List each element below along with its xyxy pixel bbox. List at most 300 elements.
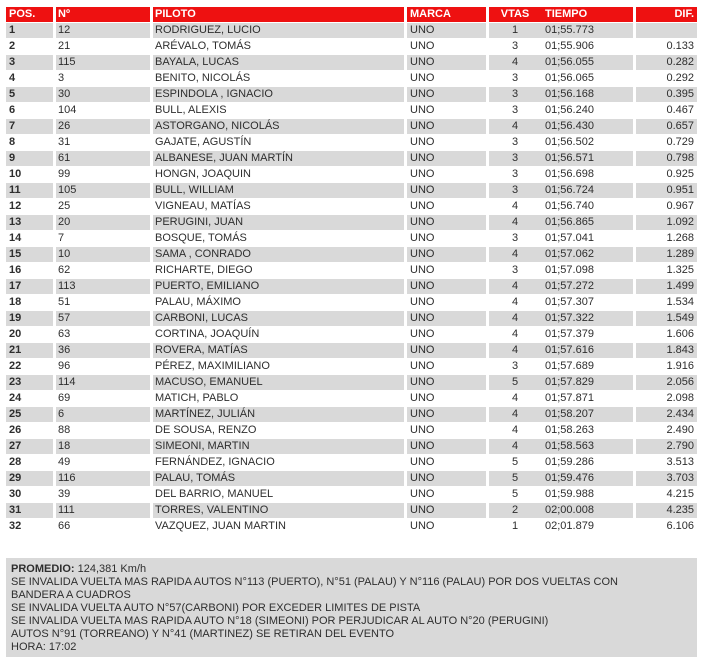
position-cell: 18 — [9, 296, 22, 308]
pilot-name-cell: ASTORGANO, NICOLÁS — [153, 119, 404, 134]
pilot-name-cell: RICHARTE, DIEGO — [155, 264, 253, 276]
brand-cell: UNO — [407, 279, 486, 294]
car-number-cell: 30 — [56, 87, 150, 102]
laps-time-cell — [489, 423, 633, 438]
best-time-value: 01;57.272 — [545, 280, 594, 292]
best-time-value: 01;56.740 — [545, 200, 594, 212]
pilot-name-cell: BAYALA, LUCAS — [153, 55, 404, 70]
best-time-value: 01;56.240 — [545, 104, 594, 116]
laps-time-cell — [489, 71, 633, 86]
brand-cell: UNO — [407, 151, 486, 166]
pilot-name-cell: BULL, WILLIAM — [153, 183, 404, 198]
position-cell: 16 — [9, 264, 22, 276]
laps-time-cell — [489, 519, 633, 534]
laps-time-cell — [489, 407, 633, 422]
pilot-name-cell: VAZQUEZ, JUAN MARTIN — [155, 520, 286, 532]
laps-time-cell — [489, 55, 633, 70]
laps-value: 3 — [511, 40, 519, 52]
laps-value: 4 — [511, 440, 519, 452]
laps-time-cell — [489, 295, 633, 310]
diff-cell: 0.967 — [666, 200, 694, 212]
brand-cell: UNO — [410, 392, 435, 404]
brand-cell: UNO — [410, 456, 435, 468]
table-row — [6, 503, 697, 518]
diff-cell: 1.843 — [636, 343, 697, 358]
table-row — [6, 167, 697, 182]
pilot-name-cell: PERUGINI, JUAN — [153, 215, 404, 230]
pilot-name-cell: PALAU, TOMÁS — [153, 471, 404, 486]
table-row — [6, 55, 697, 70]
diff-cell: 1.092 — [636, 215, 697, 230]
diff-cell: 2.098 — [666, 392, 694, 404]
diff-cell: 1.499 — [636, 279, 697, 294]
car-number-cell: 18 — [56, 439, 150, 454]
best-time-value: 01;57.098 — [545, 264, 594, 276]
car-number-cell: 66 — [58, 520, 71, 532]
laps-time-cell — [489, 87, 633, 102]
car-number-cell: 57 — [56, 311, 150, 326]
best-time-value: 01;57.616 — [545, 344, 594, 356]
laps-time-cell — [489, 151, 633, 166]
brand-cell: UNO — [410, 360, 435, 372]
pilot-name-cell: DEL BARRIO, MANUEL — [155, 488, 274, 500]
laps-value: 3 — [511, 152, 519, 164]
best-time-value: 01;57.307 — [545, 296, 594, 308]
diff-cell: 1.606 — [666, 328, 694, 340]
diff-cell: 1.534 — [666, 296, 694, 308]
laps-time-cell — [489, 279, 633, 294]
average-speed-line — [11, 563, 691, 576]
car-number-cell: 26 — [56, 119, 150, 134]
pilot-name-cell: ESPINDOLA , IGNACIO — [153, 87, 404, 102]
diff-cell: 2.490 — [666, 424, 694, 436]
diff-cell: 0.798 — [636, 151, 697, 166]
position-cell: 28 — [9, 456, 22, 468]
car-number-cell: 49 — [58, 456, 71, 468]
pilot-name-cell: VIGNEAU, MATÍAS — [155, 200, 251, 212]
laps-value: 4 — [511, 344, 519, 356]
pilot-name-cell: BULL, ALEXIS — [155, 104, 227, 116]
diff-cell: 3.703 — [636, 471, 697, 486]
table-row — [6, 343, 697, 358]
laps-time-cell — [489, 183, 633, 198]
car-number-cell: 62 — [58, 264, 71, 276]
car-number-cell: 39 — [58, 488, 71, 500]
brand-cell: UNO — [410, 40, 435, 52]
pilot-name-cell: MATICH, PABLO — [155, 392, 239, 404]
pilot-name-cell: BOSQUE, TOMÁS — [155, 232, 247, 244]
report-time-line: HORA: 17:02 — [11, 641, 77, 653]
average-speed-label: PROMEDIO: — [11, 563, 75, 575]
position-cell: 25 — [6, 407, 53, 422]
best-time-value: 02;00.008 — [545, 504, 594, 516]
laps-time-cell — [489, 135, 633, 150]
car-number-cell: 96 — [58, 360, 71, 372]
diff-cell: 2.056 — [636, 375, 697, 390]
best-time-value: 01;59.286 — [545, 456, 594, 468]
diff-cell: 1.916 — [666, 360, 694, 372]
position-cell: 12 — [9, 200, 22, 212]
table-row — [6, 327, 697, 342]
position-cell: 22 — [9, 360, 22, 372]
brand-cell: UNO — [410, 296, 435, 308]
position-cell: 8 — [9, 136, 16, 148]
diff-cell: 4.235 — [636, 503, 697, 518]
header-brand: MARCA — [407, 7, 486, 22]
table-row — [6, 87, 697, 102]
car-number-cell: 61 — [56, 151, 150, 166]
diff-cell: 0.282 — [636, 55, 697, 70]
brand-cell: UNO — [407, 55, 486, 70]
brand-cell: UNO — [410, 168, 435, 180]
best-time-value: 02;01.879 — [545, 520, 594, 532]
laps-value: 4 — [511, 424, 519, 436]
laps-value: 5 — [511, 472, 519, 484]
footer-note: SE INVALIDA VUELTA MAS RAPIDA AUTO N°18 (SIMEONI) POR PERJUDICAR AL AUTO N°20 (PERUGINI) — [11, 615, 549, 627]
pilot-name-cell: ALBANESE, JUAN MARTÍN — [153, 151, 404, 166]
position-cell: 3 — [6, 55, 53, 70]
laps-time-cell — [489, 167, 633, 182]
diff-cell: 2.434 — [636, 407, 697, 422]
brand-cell: UNO — [410, 104, 435, 116]
pilot-name-cell: DE SOUSA, RENZO — [155, 424, 257, 436]
position-cell: 14 — [9, 232, 22, 244]
best-time-value: 01;58.207 — [545, 408, 594, 420]
brand-cell: UNO — [410, 424, 435, 436]
pilot-name-cell: SAMA , CONRADO — [153, 247, 404, 262]
brand-cell: UNO — [407, 311, 486, 326]
brand-cell: UNO — [407, 439, 486, 454]
table-row — [6, 487, 697, 502]
position-cell: 2 — [9, 40, 16, 52]
best-time-value: 01;58.563 — [545, 440, 594, 452]
position-cell: 17 — [6, 279, 53, 294]
table-row — [6, 23, 697, 38]
average-speed-value: 124,381 Km/h — [74, 563, 147, 575]
best-time-value: 01;57.689 — [545, 360, 594, 372]
car-number-cell: 63 — [58, 328, 71, 340]
laps-time-cell — [489, 503, 633, 518]
car-number-cell: 114 — [56, 375, 150, 390]
best-time-value: 01;55.773 — [545, 24, 594, 36]
laps-value: 4 — [511, 312, 519, 324]
table-row — [6, 295, 697, 310]
pilot-name-cell: ROVERA, MATÍAS — [153, 343, 404, 358]
footer-note: BANDERA A CUADROS — [11, 589, 131, 601]
laps-value: 1 — [511, 520, 519, 532]
laps-time-cell — [489, 439, 633, 454]
diff-cell: 6.106 — [666, 520, 694, 532]
best-time-value: 01;56.571 — [545, 152, 594, 164]
position-cell: 4 — [9, 72, 16, 84]
car-number-cell: 31 — [58, 136, 71, 148]
table-row — [6, 471, 697, 486]
table-row — [6, 519, 697, 534]
brand-cell: UNO — [407, 247, 486, 262]
brand-cell: UNO — [407, 343, 486, 358]
table-row — [6, 439, 697, 454]
laps-time-cell — [489, 215, 633, 230]
brand-cell: UNO — [407, 407, 486, 422]
position-cell: 11 — [6, 183, 53, 198]
best-time-value: 01;56.055 — [545, 56, 594, 68]
position-cell: 13 — [6, 215, 53, 230]
best-time-value: 01;55.906 — [545, 40, 594, 52]
pilot-name-cell: BENITO, NICOLÁS — [155, 72, 251, 84]
pilot-name-cell: CARBONI, LUCAS — [153, 311, 404, 326]
table-row — [6, 359, 697, 374]
table-row — [6, 39, 697, 54]
table-row — [6, 183, 697, 198]
laps-time-cell — [489, 103, 633, 118]
pilot-name-cell: PÉREZ, MAXIMILIANO — [155, 360, 270, 372]
laps-value: 3 — [511, 72, 519, 84]
position-cell: 6 — [9, 104, 16, 116]
car-number-cell: 12 — [56, 23, 150, 38]
laps-time-cell — [489, 199, 633, 214]
pilot-name-cell: PUERTO, EMILIANO — [153, 279, 404, 294]
results-body — [6, 23, 697, 534]
laps-time-cell — [489, 263, 633, 278]
brand-cell: UNO — [407, 87, 486, 102]
laps-value: 4 — [511, 392, 519, 404]
laps-time-cell — [489, 39, 633, 54]
brand-cell: UNO — [410, 200, 435, 212]
laps-time-cell — [489, 311, 633, 326]
laps-time-cell — [489, 23, 633, 38]
table-row — [6, 455, 697, 470]
car-number-cell: 105 — [56, 183, 150, 198]
header-laps: VTAS — [500, 8, 530, 20]
laps-value: 5 — [511, 488, 519, 500]
diff-cell: 0.729 — [666, 136, 694, 148]
table-row — [6, 263, 697, 278]
car-number-cell: 113 — [56, 279, 150, 294]
laps-time-cell — [489, 359, 633, 374]
pilot-name-cell: MARTÍNEZ, JULIÁN — [153, 407, 404, 422]
car-number-cell: 104 — [58, 104, 77, 116]
diff-cell — [636, 23, 697, 38]
pilot-name-cell: SIMEONI, MARTIN — [153, 439, 404, 454]
brand-cell: UNO — [410, 232, 435, 244]
laps-value: 3 — [511, 184, 519, 196]
laps-value: 5 — [511, 376, 519, 388]
diff-cell: 0.467 — [666, 104, 694, 116]
best-time-value: 01;56.698 — [545, 168, 594, 180]
laps-value: 4 — [511, 296, 519, 308]
brand-cell: UNO — [407, 119, 486, 134]
best-time-value: 01;57.871 — [545, 392, 594, 404]
table-row — [6, 231, 697, 246]
diff-cell: 0.395 — [636, 87, 697, 102]
brand-cell: UNO — [407, 215, 486, 230]
pilot-name-cell: PALAU, MÁXIMO — [155, 296, 241, 308]
best-time-value: 01;56.502 — [545, 136, 594, 148]
table-row — [6, 199, 697, 214]
diff-cell: 0.925 — [666, 168, 694, 180]
best-time-value: 01;57.379 — [545, 328, 594, 340]
diff-cell: 2.790 — [636, 439, 697, 454]
laps-value: 5 — [511, 456, 519, 468]
best-time-value: 01;56.430 — [545, 120, 594, 132]
brand-cell: UNO — [407, 183, 486, 198]
table-row — [6, 423, 697, 438]
table-row — [6, 215, 697, 230]
position-cell: 29 — [6, 471, 53, 486]
footer-notes-panel — [6, 558, 697, 657]
position-cell: 26 — [9, 424, 22, 436]
footer-note: AUTOS N°91 (TORREANO) Y N°41 (MARTINEZ) SE RETIRAN DEL EVENTO — [11, 628, 395, 640]
brand-cell: UNO — [407, 375, 486, 390]
car-number-cell: 36 — [56, 343, 150, 358]
position-cell: 9 — [6, 151, 53, 166]
laps-time-cell — [489, 391, 633, 406]
laps-value: 3 — [511, 264, 519, 276]
best-time-value: 01;59.988 — [545, 488, 594, 500]
brand-cell: UNO — [410, 72, 435, 84]
header-time: TIEMPO — [545, 8, 588, 20]
laps-value: 4 — [511, 120, 519, 132]
diff-cell: 0.657 — [636, 119, 697, 134]
laps-time-cell — [489, 487, 633, 502]
laps-value: 3 — [511, 232, 519, 244]
laps-time-cell — [489, 327, 633, 342]
table-row — [6, 407, 697, 422]
laps-time-cell — [489, 231, 633, 246]
brand-cell: UNO — [407, 471, 486, 486]
laps-value: 4 — [511, 200, 519, 212]
footer-note: SE INVALIDA VUELTA AUTO N°57(CARBONI) POR EXCEDER LIMITES DE PISTA — [11, 602, 421, 614]
position-cell: 31 — [6, 503, 53, 518]
laps-time-cell — [489, 375, 633, 390]
table-row — [6, 71, 697, 86]
laps-value: 4 — [511, 248, 519, 260]
car-number-cell: 20 — [56, 215, 150, 230]
best-time-value: 01;57.322 — [545, 312, 594, 324]
best-time-value: 01;56.065 — [545, 72, 594, 84]
diff-cell: 1.268 — [666, 232, 694, 244]
laps-value: 4 — [511, 216, 519, 228]
laps-time-cell — [489, 247, 633, 262]
laps-value: 3 — [511, 168, 519, 180]
laps-time-cell — [489, 455, 633, 470]
footer-note: SE INVALIDA VUELTA MAS RAPIDA AUTOS N°113 (PUERTO), N°51 (PALAU) Y N°116 (PALAU) POR DOS VUELTAS CON — [11, 576, 618, 588]
diff-cell: 4.215 — [666, 488, 694, 500]
position-cell: 20 — [9, 328, 22, 340]
best-time-value: 01;56.865 — [545, 216, 594, 228]
diff-cell: 1.289 — [636, 247, 697, 262]
position-cell: 5 — [6, 87, 53, 102]
car-number-cell: 10 — [56, 247, 150, 262]
pilot-name-cell: ARÉVALO, TOMÁS — [155, 40, 251, 52]
best-time-value: 01;59.476 — [545, 472, 594, 484]
brand-cell: UNO — [410, 264, 435, 276]
pilot-name-cell: TORRES, VALENTINO — [153, 503, 404, 518]
laps-value: 3 — [511, 88, 519, 100]
results-table — [6, 7, 697, 535]
car-number-cell: 25 — [58, 200, 71, 212]
table-header-row — [6, 7, 697, 22]
diff-cell: 1.549 — [636, 311, 697, 326]
table-row — [6, 279, 697, 294]
car-number-cell: 21 — [58, 40, 71, 52]
diff-cell: 0.133 — [666, 40, 694, 52]
laps-value: 4 — [511, 280, 519, 292]
pilot-name-cell: FERNÁNDEZ, IGNACIO — [155, 456, 275, 468]
car-number-cell: 116 — [56, 471, 150, 486]
header-pos: POS. — [6, 7, 53, 22]
position-cell: 30 — [9, 488, 22, 500]
best-time-value: 01;57.041 — [545, 232, 594, 244]
position-cell: 10 — [9, 168, 22, 180]
table-row — [6, 375, 697, 390]
laps-value: 3 — [511, 360, 519, 372]
table-row — [6, 311, 697, 326]
laps-value: 4 — [511, 328, 519, 340]
brand-cell: UNO — [407, 503, 486, 518]
best-time-value: 01;56.724 — [545, 184, 594, 196]
pilot-name-cell: HONGN, JOAQUIN — [155, 168, 251, 180]
table-row — [6, 135, 697, 150]
position-cell: 15 — [6, 247, 53, 262]
best-time-value: 01;56.168 — [545, 88, 594, 100]
laps-value: 3 — [511, 136, 519, 148]
table-row — [6, 119, 697, 134]
brand-cell: UNO — [410, 136, 435, 148]
brand-cell: UNO — [410, 520, 435, 532]
brand-cell: UNO — [407, 23, 486, 38]
table-row — [6, 103, 697, 118]
table-row — [6, 151, 697, 166]
car-number-cell: 6 — [56, 407, 150, 422]
car-number-cell: 88 — [58, 424, 71, 436]
best-time-value: 01;58.263 — [545, 424, 594, 436]
pilot-name-cell: MACUSO, EMANUEL — [153, 375, 404, 390]
header-car-number: Nº — [56, 7, 150, 22]
position-cell: 23 — [6, 375, 53, 390]
position-cell: 19 — [6, 311, 53, 326]
laps-time-cell — [489, 119, 633, 134]
car-number-cell: 69 — [58, 392, 71, 404]
laps-value: 1 — [511, 24, 519, 36]
best-time-value: 01;57.829 — [545, 376, 594, 388]
pilot-name-cell: CORTINA, JOAQUÍN — [155, 328, 260, 340]
car-number-cell: 115 — [56, 55, 150, 70]
car-number-cell: 111 — [56, 503, 150, 518]
position-cell: 1 — [6, 23, 53, 38]
position-cell: 24 — [9, 392, 22, 404]
pilot-name-cell: RODRIGUEZ, LUCIO — [153, 23, 404, 38]
position-cell: 32 — [9, 520, 22, 532]
brand-cell: UNO — [410, 328, 435, 340]
position-cell: 21 — [6, 343, 53, 358]
header-pilot: PILOTO — [153, 7, 404, 22]
best-time-value: 01;57.062 — [545, 248, 594, 260]
pilot-name-cell: GAJATE, AGUSTÍN — [155, 136, 252, 148]
laps-time-cell — [489, 343, 633, 358]
laps-value: 3 — [511, 104, 519, 116]
header-diff: DIF. — [636, 7, 697, 22]
diff-cell: 3.513 — [666, 456, 694, 468]
diff-cell: 1.325 — [666, 264, 694, 276]
car-number-cell: 3 — [58, 72, 65, 84]
laps-value: 2 — [511, 504, 519, 516]
header-laps-time — [489, 7, 633, 22]
position-cell: 27 — [6, 439, 53, 454]
laps-value: 4 — [511, 408, 519, 420]
laps-time-cell — [489, 471, 633, 486]
laps-value: 4 — [511, 56, 519, 68]
